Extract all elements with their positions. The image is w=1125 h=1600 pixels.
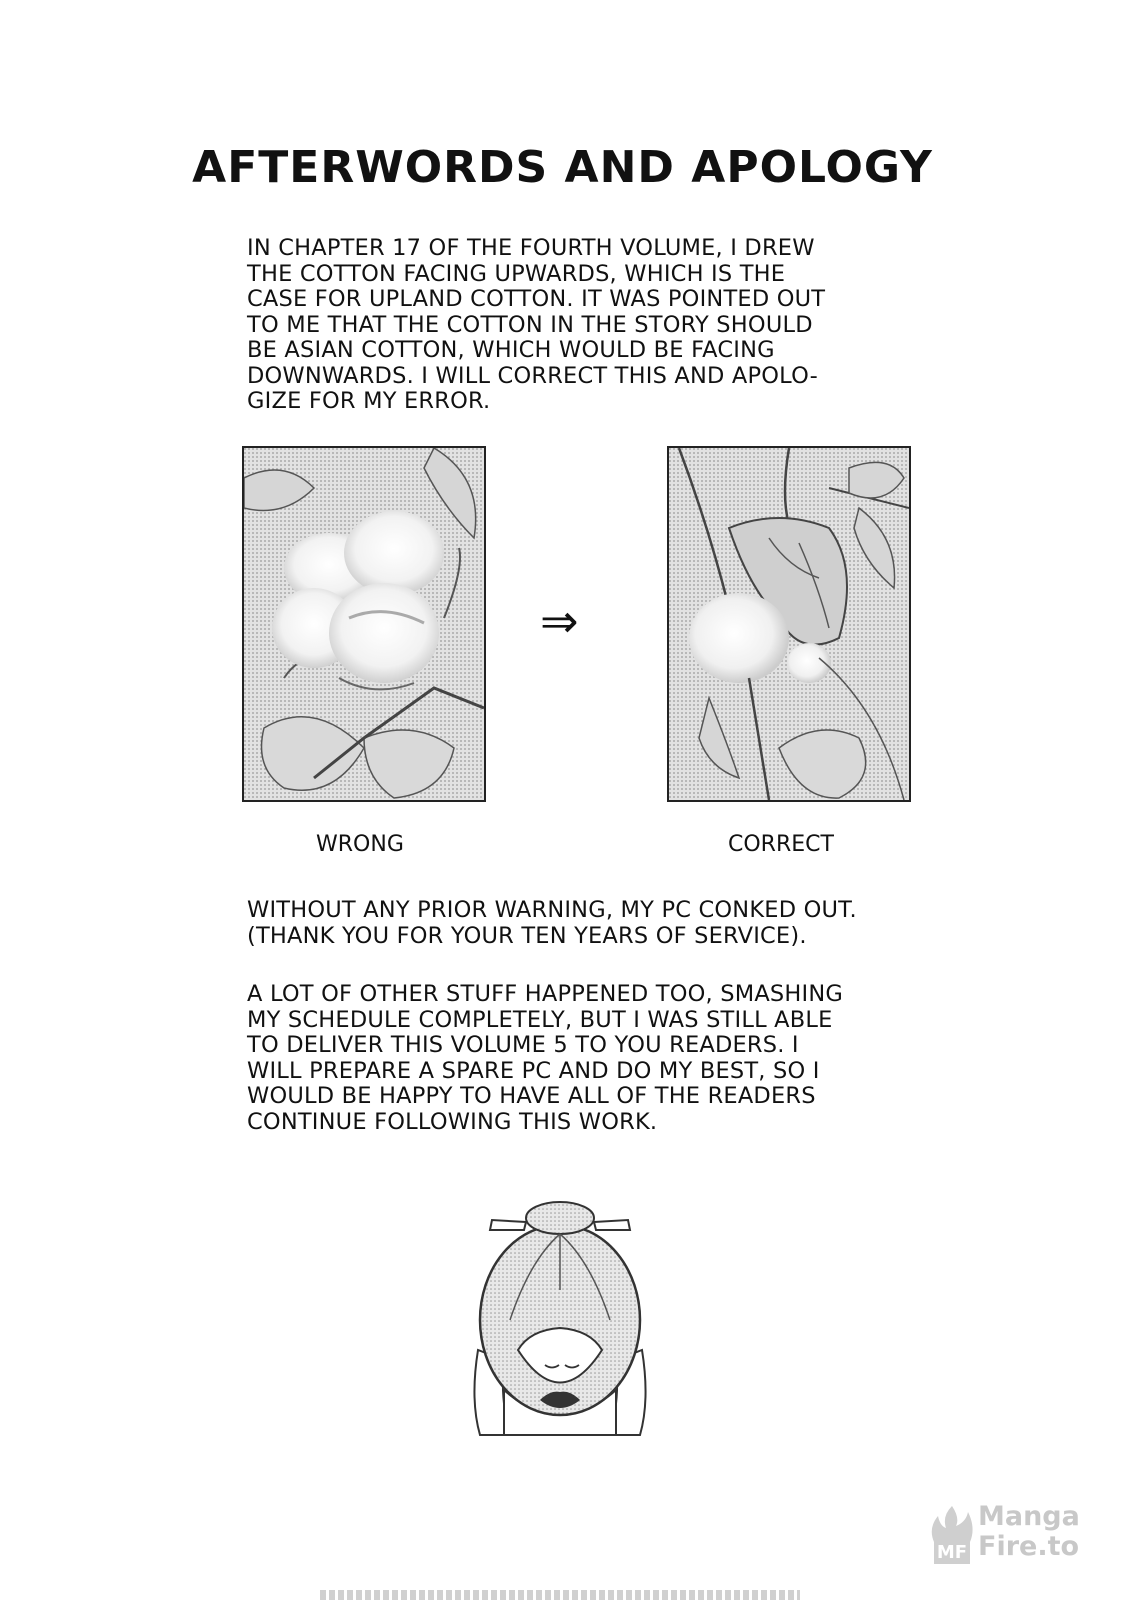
- pc-paragraph: WITHOUT ANY PRIOR WARNING, MY PC CONKED OUT. (THANK YOU FOR YOUR TEN YEARS OF SERVICE).: [247, 897, 857, 949]
- closing-paragraph: A LOT OF OTHER STUFF HAPPENED TOO, SMASHING MY SCHEDULE COMPLETELY, BUT I WAS STILL ABLE TO DELIVER THIS VOLUME 5 TO YOU READERS. I WILL PREPARE A SPARE PC AND DO MY BEST, SO I WOULD BE HAPPY TO HAVE ALL OF THE READERS CONTINUE FOLLOWING THIS WORK.: [247, 981, 844, 1135]
- correct-cotton-illustration: [667, 446, 911, 802]
- footer-divider: [320, 1590, 800, 1600]
- bowing-character-illustration: [470, 1200, 650, 1445]
- svg-text:MF: MF: [936, 1542, 968, 1563]
- page-title: AFTERWORDS AND APOLOGY: [192, 142, 933, 193]
- site-watermark: [930, 1500, 1110, 1570]
- arrow-icon: ⇒: [540, 594, 579, 648]
- wrong-cotton-illustration: [242, 446, 486, 802]
- watermark-line2: Fire.to: [978, 1531, 1080, 1562]
- wrong-caption: WRONG: [316, 832, 404, 857]
- watermark-line1: Manga: [978, 1501, 1080, 1532]
- correct-caption: CORRECT: [728, 832, 834, 857]
- flame-logo-icon: [930, 1506, 974, 1571]
- apology-paragraph: IN CHAPTER 17 OF THE FOURTH VOLUME, I DREW THE COTTON FACING UPWARDS, WHICH IS THE CASE FOR UPLAND COTTON. IT WAS POINTED OUT TO ME THAT THE COTTON IN THE STORY SHOULD BE ASIAN COTTON, WHICH WOULD BE FACING DOWNWARDS. I WILL CORRECT THIS AND APOLO- GIZE FOR MY ERROR.: [247, 235, 826, 414]
